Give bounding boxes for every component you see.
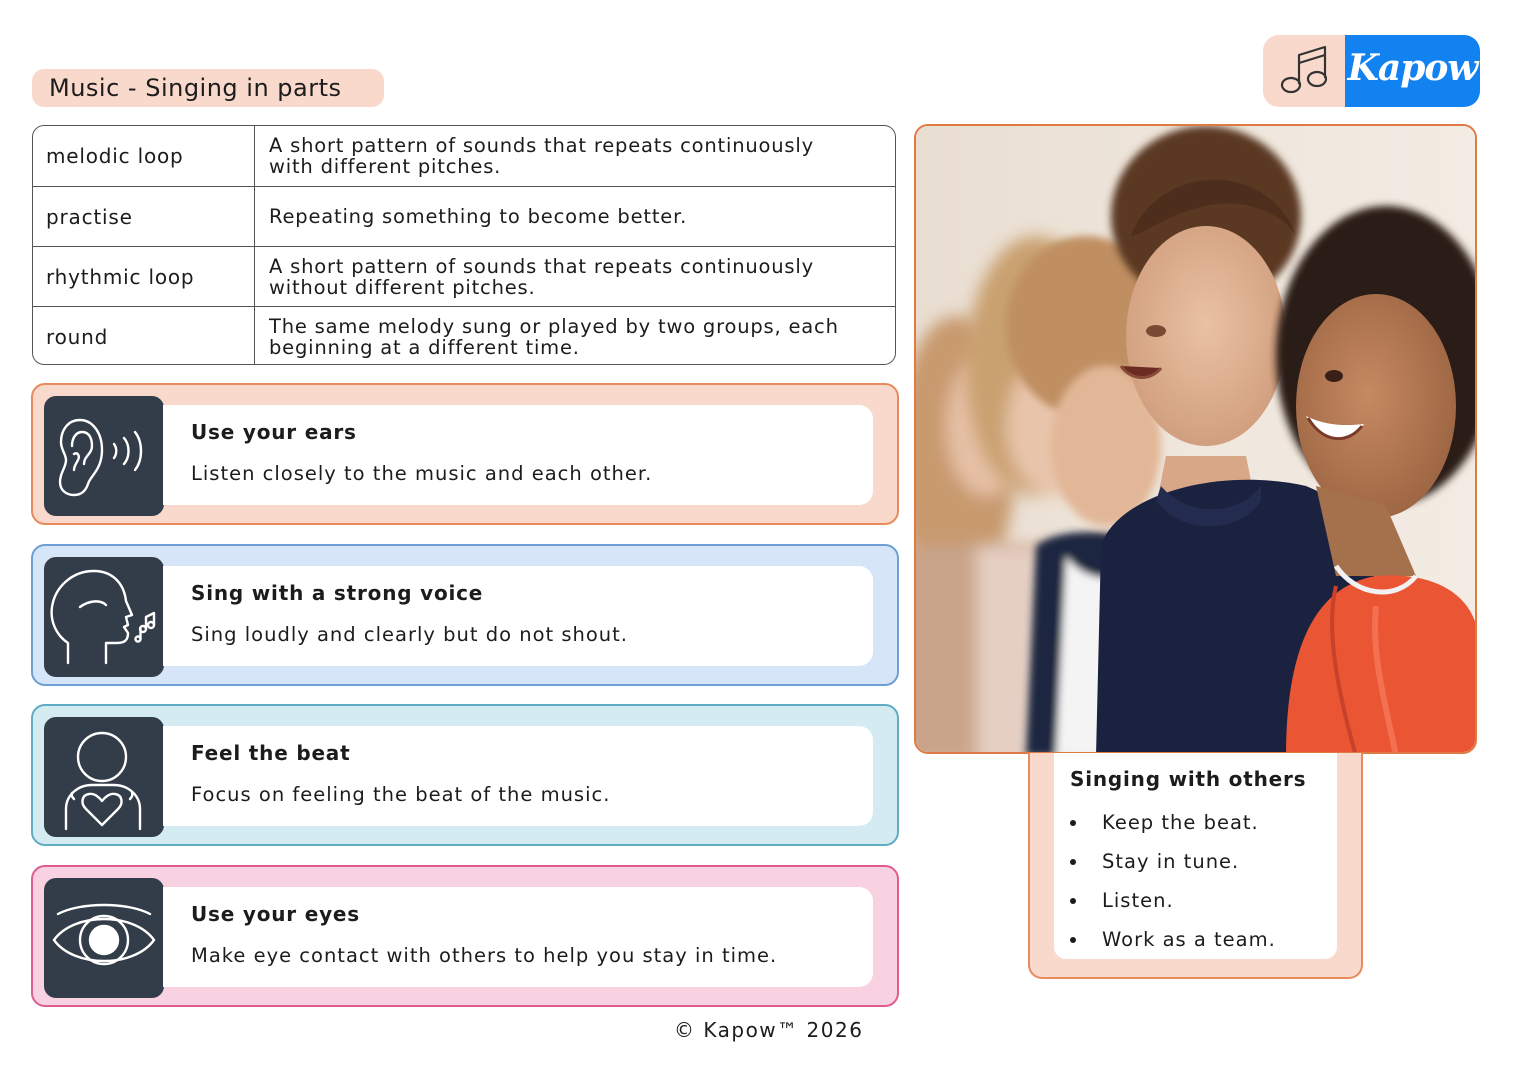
table-row (33, 126, 895, 186)
page-title: Music - Singing in parts (32, 69, 384, 107)
bullet-list (1070, 803, 1337, 959)
copyright-footer: © Kapow™ 2026 (674, 1018, 864, 1042)
vocab-definition: Repeating something to become better. (269, 205, 688, 228)
tip-text: Make eye contact with others to help you stay in time. (191, 944, 778, 967)
tip-title: Use your ears (191, 420, 357, 444)
kapow-logo (1263, 35, 1480, 107)
vocabulary-table (32, 125, 896, 365)
tip-use-your-ears (31, 383, 899, 525)
vocab-term: melodic loop (33, 126, 255, 186)
brand-wordmark: Kapow (1345, 35, 1480, 107)
singing-with-others-card (1054, 753, 1337, 959)
tip-feel-the-beat (31, 704, 899, 846)
tip-card (163, 726, 873, 826)
tip-text: Sing loudly and clearly but do not shout. (191, 623, 628, 646)
tip-title: Sing with a strong voice (191, 581, 484, 605)
eye-icon (44, 878, 164, 998)
children-singing-photo (914, 124, 1477, 754)
vocab-definition: A short pattern of sounds that repeats continuously with different pitches. (269, 134, 814, 178)
singing-with-others-panel (1028, 753, 1363, 979)
vocab-term: rhythmic loop (33, 247, 255, 306)
tip-card (163, 887, 873, 987)
table-row (33, 186, 895, 246)
heart-person-icon (44, 717, 164, 837)
tip-title: Feel the beat (191, 741, 351, 765)
vocab-term: practise (33, 187, 255, 246)
table-row (33, 306, 895, 365)
vocab-term: round (33, 307, 255, 365)
vocab-definition: The same melody sung or played by two groups, each beginning at a different time. (269, 314, 839, 359)
tip-use-your-eyes (31, 865, 899, 1007)
ear-icon (44, 396, 164, 516)
panel-title: Singing with others (1070, 767, 1307, 791)
tip-card (163, 405, 873, 505)
list-item: Stay in tune. (1070, 842, 1337, 881)
tip-text: Focus on feeling the beat of the music. (191, 783, 611, 806)
list-item: Keep the beat. (1070, 803, 1337, 842)
tip-title: Use your eyes (191, 902, 360, 926)
list-item: Listen. (1070, 881, 1337, 920)
table-row (33, 246, 895, 306)
vocab-definition: A short pattern of sounds that repeats continuously without different pitches. (269, 254, 814, 299)
tip-sing-strong-voice (31, 544, 899, 686)
list-item: Work as a team. (1070, 920, 1337, 959)
tip-card (163, 566, 873, 666)
singing-head-icon (44, 557, 164, 677)
tip-text: Listen closely to the music and each other. (191, 462, 653, 485)
